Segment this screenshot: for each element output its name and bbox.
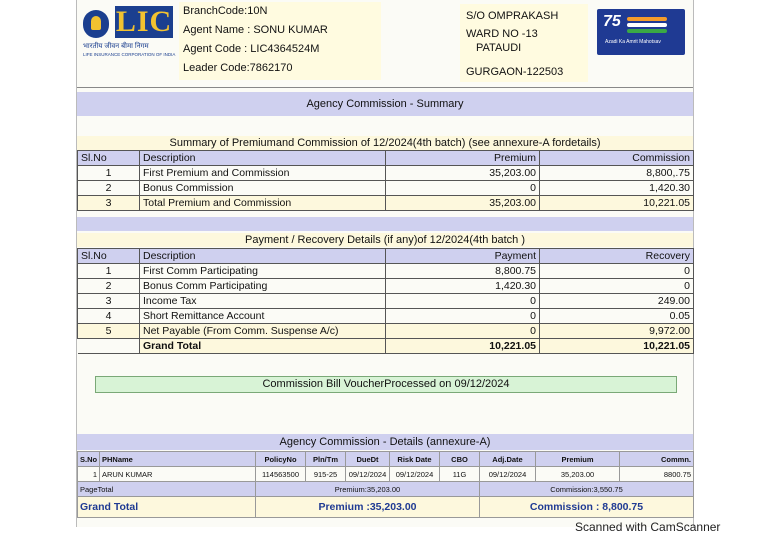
leader-code: Leader Code:7862170 [183, 62, 293, 74]
camscanner-watermark: Scanned with CamScanner [575, 520, 721, 534]
cell-adjdate: 09/12/2024 [480, 467, 536, 482]
cell-recovery: 0 [540, 264, 694, 279]
cell-recovery: 0.05 [540, 309, 694, 324]
cell-commission: 10,221.05 [540, 196, 694, 211]
cell-payment: 0 [386, 309, 540, 324]
table-row [78, 279, 694, 294]
agent-name: Agent Name : SONU KUMAR [183, 24, 328, 36]
col-riskdate: Risk Date [390, 452, 440, 467]
details-grand-total-row [78, 497, 694, 518]
address-line-4: GURGAON-122503 [466, 66, 564, 78]
cell-cbo: 11G [440, 467, 480, 482]
table-row [78, 181, 694, 196]
cell-policyno: 114563500 [256, 467, 306, 482]
address-line-3: PATAUDI [476, 42, 522, 54]
col-description: Description [140, 249, 386, 264]
cell-premium: 35,203.00 [386, 196, 540, 211]
cell-slno: 1 [78, 264, 140, 279]
col-plntm: Pln/Tm [306, 452, 346, 467]
payment-table [77, 248, 694, 354]
page-total-label: PageTotal [78, 482, 256, 497]
cell-recovery: 9,972.00 [540, 324, 694, 339]
col-phname: PHName [100, 452, 256, 467]
cell-slno: 5 [78, 324, 140, 339]
cell-premium: 35,203.00 [386, 166, 540, 181]
cell-description: Income Tax [140, 294, 386, 309]
cell-payment: 0 [386, 324, 540, 339]
cell-description: First Premium and Commission [140, 166, 386, 181]
lic-logo-english: LIFE INSURANCE CORPORATION OF INDIA [83, 52, 176, 57]
grand-total-label: Grand Total [140, 339, 386, 354]
cell-recovery: 0 [540, 279, 694, 294]
table-row [78, 324, 694, 339]
page-total-commission: Commission:3,550.75 [480, 482, 694, 497]
cell-payment: 1,420.30 [386, 279, 540, 294]
page-total-premium: Premium:35,203.00 [256, 482, 480, 497]
cell-commn: 8800.75 [620, 467, 694, 482]
cell-slno: 4 [78, 309, 140, 324]
table-row [78, 166, 694, 181]
cell-description: Short Remittance Account [140, 309, 386, 324]
col-cbo: CBO [440, 452, 480, 467]
cell-payment: 8,800.75 [386, 264, 540, 279]
cell-payment: 0 [386, 294, 540, 309]
summary-header-row [78, 151, 694, 166]
saffron-stripe-icon [627, 17, 667, 21]
lic-emblem-icon [83, 10, 109, 38]
cell-description: Bonus Commission [140, 181, 386, 196]
cell-slno: 3 [78, 196, 140, 211]
cell-commission: 1,420.30 [540, 181, 694, 196]
azadi-tag: Azadi Ka Amrit Mahotsav [605, 39, 661, 45]
grand-total-row [78, 339, 694, 354]
white-stripe-icon [627, 23, 667, 27]
band-spacer [77, 217, 693, 231]
summary-title: Summary of Premiumand Commission of 12/2024(4th batch) (see annexure-A fordetails) [77, 136, 693, 150]
cell-recovery: 249.00 [540, 294, 694, 309]
payment-title: Payment / Recovery Details (if any)of 12/2024(4th batch ) [77, 233, 693, 247]
col-premium: Premium [386, 151, 540, 166]
lic-logo [83, 5, 176, 58]
cell-description: First Comm Participating [140, 264, 386, 279]
divider [77, 87, 693, 88]
cell-duedt: 09/12/2024 [346, 467, 390, 482]
col-sno: S.No [78, 452, 100, 467]
col-recovery: Recovery [540, 249, 694, 264]
table-row [78, 467, 694, 482]
table-row [78, 309, 694, 324]
statement-header [77, 0, 693, 86]
agent-info [179, 2, 381, 80]
col-policyno: PolicyNo [256, 452, 306, 467]
col-commn: Commn. [620, 452, 694, 467]
address-line-1: S/O OMPRAKASH [466, 10, 559, 22]
summary-table [77, 150, 694, 211]
commission-statement [76, 0, 694, 527]
cell-plntm: 915-25 [306, 467, 346, 482]
grand-total-recovery: 10,221.05 [540, 339, 694, 354]
details-grand-total-premium: Premium :35,203.00 [256, 497, 480, 518]
section-title: Agency Commission - Summary [77, 92, 693, 116]
payment-header-row [78, 249, 694, 264]
azadi-badge: 75 [603, 13, 621, 30]
cell-description: Bonus Comm Participating [140, 279, 386, 294]
cell-slno: 2 [78, 279, 140, 294]
col-commission: Commission [540, 151, 694, 166]
cell-slno: 1 [78, 166, 140, 181]
lic-logo-hindi: भारतीय जीवन बीमा निगम [83, 43, 149, 50]
col-slno: Sl.No [78, 151, 140, 166]
table-row [78, 264, 694, 279]
col-slno: Sl.No [78, 249, 140, 264]
agent-address [460, 4, 588, 82]
page-total-row [78, 482, 694, 497]
cell-phname: ARUN KUMAR [100, 467, 256, 482]
grand-total-payment: 10,221.05 [386, 339, 540, 354]
branch-code: BranchCode:10N [183, 5, 268, 17]
details-grand-total-commission: Commission : 8,800.75 [480, 497, 694, 518]
details-grand-total-label: Grand Total [78, 497, 256, 518]
cell-premium: 0 [386, 181, 540, 196]
col-adjdate: Adj.Date [480, 452, 536, 467]
cell-sno: 1 [78, 467, 100, 482]
details-header-row [78, 452, 694, 467]
lic-logo-word: LIC [115, 5, 173, 38]
cell-description: Total Premium and Commission [140, 196, 386, 211]
cell-description: Net Payable (From Comm. Suspense A/c) [140, 324, 386, 339]
address-line-2: WARD NO -13 [466, 28, 538, 40]
col-payment: Payment [386, 249, 540, 264]
cell-slno: 3 [78, 294, 140, 309]
col-description: Description [140, 151, 386, 166]
agent-code: Agent Code : LIC4364524M [183, 43, 320, 55]
cell-riskdate: 09/12/2024 [390, 467, 440, 482]
voucher-processed-banner: Commission Bill VoucherProcessed on 09/12/2024 [95, 376, 677, 393]
col-duedt: DueDt [346, 452, 390, 467]
cell-slno: 2 [78, 181, 140, 196]
table-row [78, 196, 694, 211]
azadi-ka-amrit-mahotsav-logo [597, 9, 685, 55]
green-stripe-icon [627, 29, 667, 33]
table-row [78, 294, 694, 309]
cell-commission: 8,800,.75 [540, 166, 694, 181]
col-premium: Premium [536, 452, 620, 467]
details-table [77, 451, 694, 518]
details-title: Agency Commission - Details (annexure-A) [77, 434, 693, 450]
cell-premium: 35,203.00 [536, 467, 620, 482]
